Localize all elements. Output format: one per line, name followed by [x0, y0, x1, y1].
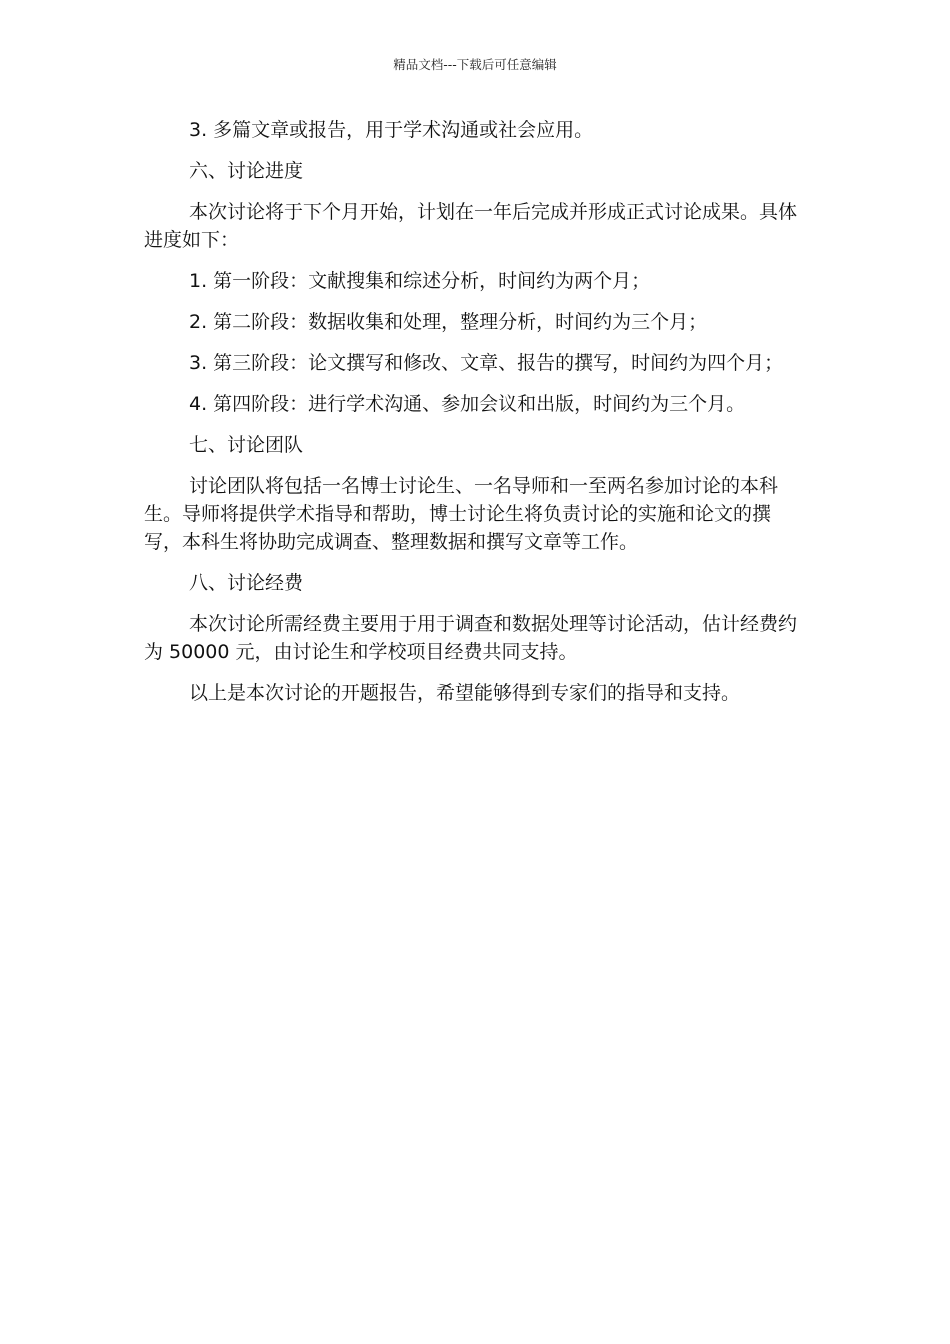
paragraph-budget: 本次讨论所需经费主要用于用于调查和数据处理等讨论活动，估计经费约为 50000 元，由讨论生和学校项目经费共同支持。 [144, 613, 798, 663]
list-item-phase-1: 1. 第一阶段：文献搜集和综述分析，时间约为两个月； [189, 270, 651, 292]
paragraph-team: 讨论团队将包括一名博士讨论生、一名导师和一至两名参加讨论的本科生。导师将提供学术指导和帮助，博士讨论生将负责讨论的实施和论文的撰写，本科生将协助完成调查、整理数据和撰写文章等工作。 [144, 475, 779, 553]
paragraph-closing: 以上是本次讨论的开题报告，希望能够得到专家们的指导和支持。 [189, 682, 741, 704]
paragraph-schedule-intro: 本次讨论将于下个月开始，计划在一年后完成并形成正式讨论成果。具体进度如下： [144, 201, 798, 251]
list-item-multiple-articles: 3. 多篇文章或报告，用于学术沟通或社会应用。 [189, 119, 594, 141]
list-item-phase-3: 3. 第三阶段：论文撰写和修改、文章、报告的撰写，时间约为四个月； [189, 352, 784, 374]
list-item-phase-2: 2. 第二阶段：数据收集和处理，整理分析，时间约为三个月； [189, 311, 708, 333]
section-heading-team: 七、讨论团队 [189, 434, 304, 456]
list-item-phase-4: 4. 第四阶段：进行学术沟通、参加会议和出版，时间约为三个月。 [189, 393, 746, 415]
section-heading-budget: 八、讨论经费 [189, 572, 304, 594]
page-header: 精品文档---下载后可任意编辑 [393, 57, 557, 72]
document-body [144, 116, 804, 720]
section-heading-schedule: 六、讨论进度 [189, 160, 304, 182]
